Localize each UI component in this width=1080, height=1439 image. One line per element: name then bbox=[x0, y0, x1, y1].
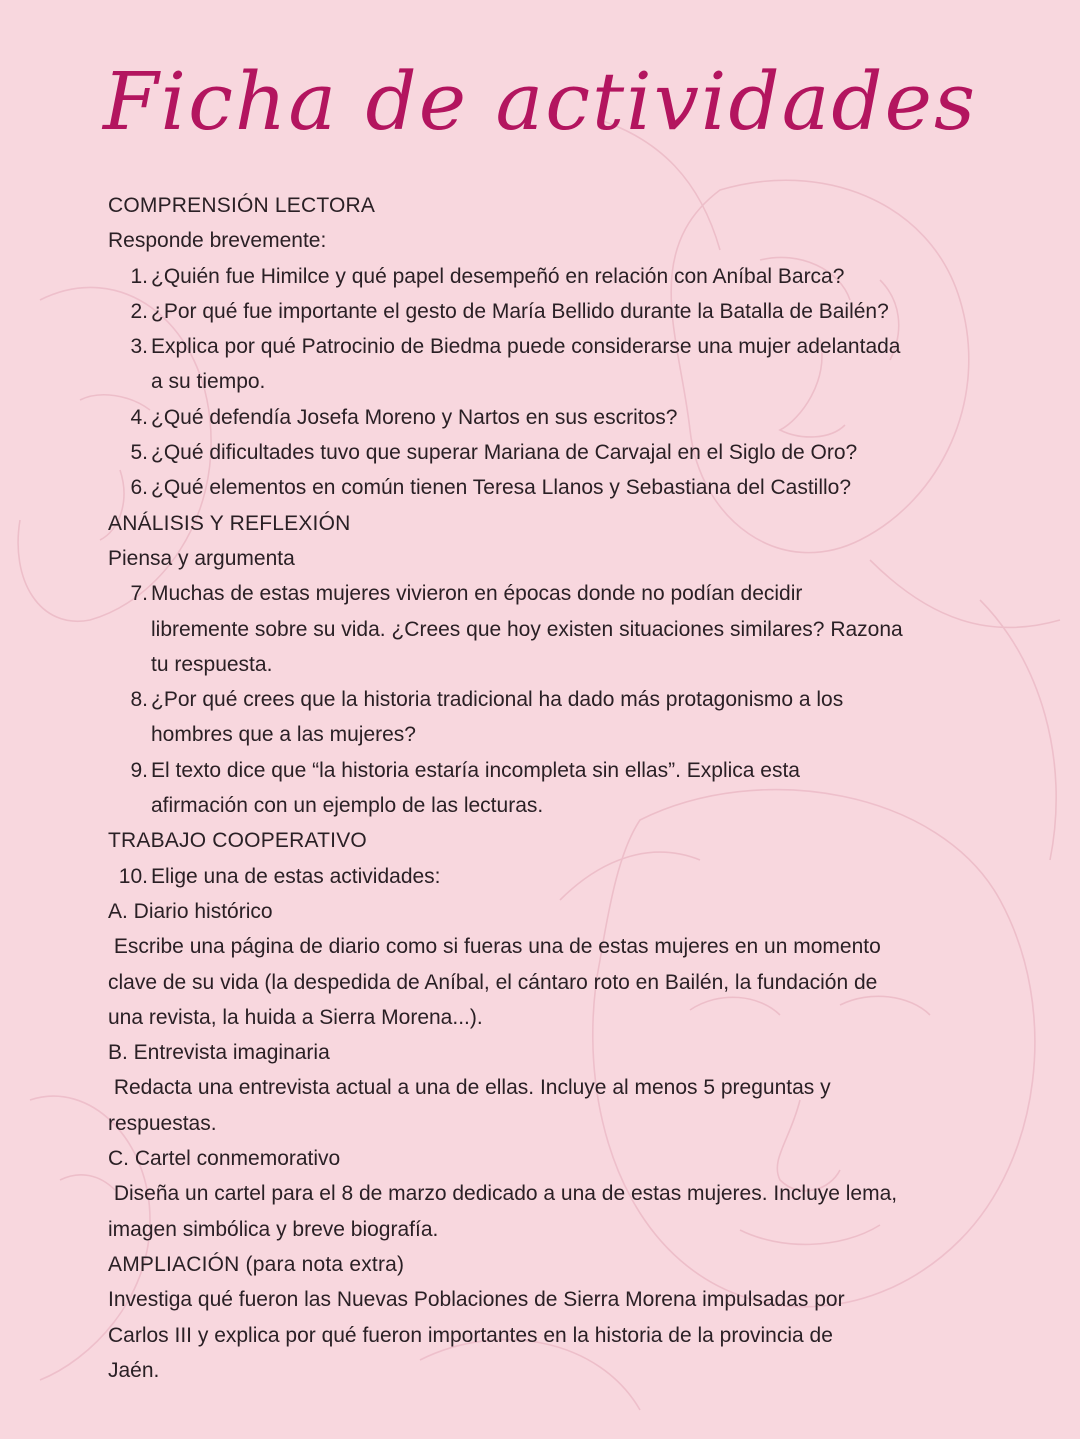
question-text: ¿Qué defendía Josefa Moreno y Nartos en sus escritos? bbox=[151, 405, 678, 429]
ampliacion-text: Jaén. bbox=[108, 1358, 160, 1382]
question-text: El texto dice que “la historia estaría incompleta sin ellas”. Explica esta bbox=[151, 758, 800, 782]
question-text-continued: hombres que a las mujeres? bbox=[151, 723, 416, 747]
question-text: ¿Quién fue Himilce y qué papel desempeñó en relación con Aníbal Barca? bbox=[151, 264, 845, 288]
question-number: 7. bbox=[130, 582, 148, 606]
question-number: 5. bbox=[130, 441, 148, 465]
option-description: Diseña un cartel para el 8 de marzo dedicado a una de estas mujeres. Incluye lema, bbox=[108, 1182, 898, 1206]
section-heading-comprension: COMPRENSIÓN LECTORA bbox=[108, 194, 376, 217]
question-text: Explica por qué Patrocinio de Biedma puede considerarse una mujer adelantada bbox=[151, 335, 901, 359]
question-text-continued: tu respuesta. bbox=[151, 652, 273, 676]
question-number: 1. bbox=[130, 264, 148, 288]
question-item bbox=[108, 294, 988, 329]
question-text-continued: afirmación con un ejemplo de las lecturas. bbox=[151, 794, 544, 818]
question-item bbox=[108, 329, 988, 400]
question-number: 2. bbox=[130, 299, 148, 323]
section-intro: Responde brevemente: bbox=[108, 229, 327, 253]
question-number: 3. bbox=[130, 335, 148, 359]
section-heading-analisis: ANÁLISIS Y REFLEXIÓN bbox=[108, 511, 351, 535]
question-number: 10. bbox=[118, 864, 148, 888]
question-item bbox=[108, 259, 988, 294]
section-intro: Piensa y argumenta bbox=[108, 546, 295, 570]
question-item bbox=[108, 682, 988, 753]
question-text: ¿Qué dificultades tuvo que superar Mariana de Carvajal en el Siglo de Oro? bbox=[151, 441, 858, 465]
question-text: ¿Por qué crees que la historia tradicional ha dado más protagonismo a los bbox=[151, 688, 844, 712]
question-item bbox=[108, 435, 988, 470]
section-heading-cooperativo: TRABAJO COOPERATIVO bbox=[108, 829, 367, 853]
question-number: 8. bbox=[130, 688, 148, 712]
option-label-a: A. Diario histórico bbox=[108, 899, 273, 923]
option-description: clave de su vida (la despedida de Aníbal, el cántaro roto en Bailén, la fundación de bbox=[108, 970, 878, 994]
option-label-c: C. Cartel conmemorativo bbox=[108, 1147, 341, 1171]
ampliacion-text: Carlos III y explica por qué fueron importantes en la historia de la provincia de bbox=[108, 1323, 833, 1347]
option-description: una revista, la huida a Sierra Morena...). bbox=[108, 1005, 483, 1029]
question-text-continued: a su tiempo. bbox=[151, 370, 266, 394]
option-label-b: B. Entrevista imaginaria bbox=[108, 1041, 330, 1065]
option-description: imagen simbólica y breve biografía. bbox=[108, 1217, 439, 1241]
question-item bbox=[108, 859, 988, 894]
question-text: Elige una de estas actividades: bbox=[151, 864, 441, 888]
option-description: respuestas. bbox=[108, 1111, 217, 1135]
question-number: 9. bbox=[130, 758, 148, 782]
question-number: 4. bbox=[130, 405, 148, 429]
question-item bbox=[108, 753, 988, 824]
question-text: Muchas de estas mujeres vivieron en épocas donde no podían decidir bbox=[151, 582, 803, 606]
question-number: 6. bbox=[130, 476, 148, 500]
ampliacion-text: Investiga qué fueron las Nuevas Poblaciones de Sierra Morena impulsadas por bbox=[108, 1288, 845, 1312]
question-text: ¿Qué elementos en común tienen Teresa Llanos y Sebastiana del Castillo? bbox=[151, 476, 852, 500]
question-item bbox=[108, 470, 988, 505]
option-description: Escribe una página de diario como si fueras una de estas mujeres en un momento bbox=[108, 935, 881, 959]
option-description: Redacta una entrevista actual a una de ellas. Incluye al menos 5 preguntas y bbox=[108, 1076, 831, 1100]
content-body bbox=[108, 188, 988, 1388]
section-heading-ampliacion: AMPLIACIÓN (para nota extra) bbox=[108, 1252, 405, 1276]
question-text-continued: libremente sobre su vida. ¿Crees que hoy existen situaciones similares? Razona bbox=[151, 617, 903, 641]
question-item bbox=[108, 400, 988, 435]
question-item bbox=[108, 576, 988, 682]
question-text: ¿Por qué fue importante el gesto de María Bellido durante la Batalla de Bailén? bbox=[151, 299, 889, 323]
page-title: Ficha de actividades bbox=[102, 55, 978, 148]
